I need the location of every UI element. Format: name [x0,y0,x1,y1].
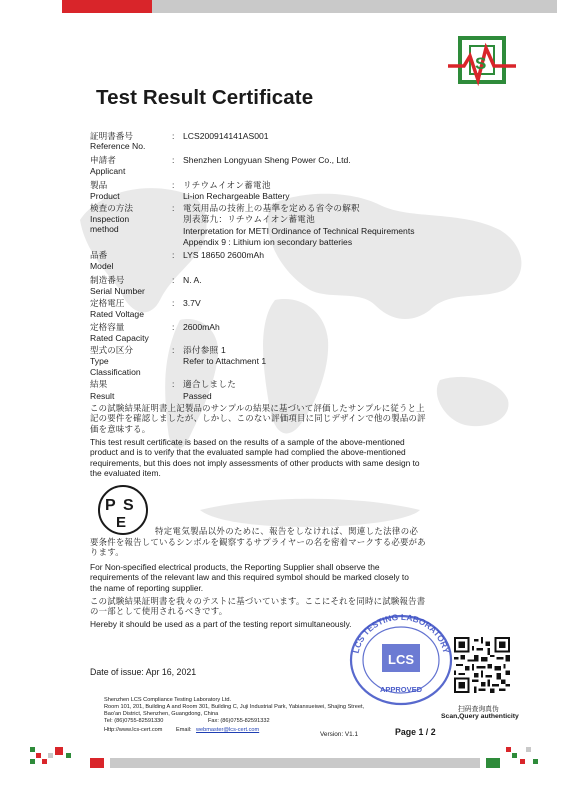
decor-square [55,747,63,755]
classification-label-en: Classification [90,367,141,377]
pse-letter-e: E [116,514,127,531]
bottom-gray-bar [110,758,480,768]
decor-square [526,747,531,752]
capacity-label-ja: 定格容量 [90,322,125,332]
decor-square [30,747,35,752]
result-value-ja: 適合しました [183,379,237,389]
issue-date: Date of issue: Apr 16, 2021 [90,667,197,677]
capacity-label-en: Rated Capacity [90,333,149,343]
qr-code-icon[interactable] [454,637,510,693]
decor-square [506,747,511,752]
product-label-en: Product [90,191,120,201]
reference-label-en: Reference No. [90,141,146,151]
stamp-arc-text: LCS TESTING LABORATORY [350,611,452,655]
top-red-bar [62,0,152,13]
footer-address-2: Bao'an District, Shenzhen, Guangdong, China [104,711,219,717]
type-label-ja: 型式の区分 [90,345,133,355]
footer-fax: Fax: (86)0755-82591332 [208,718,270,724]
qr-label-ja: 扫码查询真伪 [458,706,499,713]
pse-letter-s: S [123,497,134,514]
inspection-label-ja: 検査の方法 [90,203,133,213]
inspection-value-ja1: 電気用品の技術上の基準を定める省令の解釈 [183,203,360,213]
svg-text:S: S [475,54,487,73]
type-label-en: Type [90,356,109,366]
decor-square [520,759,525,764]
serial-label-ja: 制造番号 [90,275,125,285]
pse-text-en [90,562,490,593]
model-value: LYS 18650 2600mAh [183,250,265,260]
applicant-value: Shenzhen Longyuan Sheng Power Co., Ltd. [183,155,351,165]
decor-square [486,758,500,768]
inspection-label-en: Inspection method [90,214,130,235]
reference-colon: : [172,131,175,141]
footer-email[interactable] [196,727,259,734]
page-number: Page 1 / 2 [395,727,436,737]
result-colon: : [172,379,175,389]
decor-square [42,759,47,764]
model-label-ja: 品番 [90,250,108,260]
inspection-value-2: Appendix 9 : Lithium ion secondary batteries [183,237,353,247]
result-value: Passed [183,391,212,401]
approved-stamp-icon [342,608,460,708]
testing-text-en: Hereby it should be used as a part of the testing report simultaneously. [90,619,352,629]
serial-value: N. A. [183,275,202,285]
type-colon: : [172,345,175,355]
product-colon: : [172,180,175,190]
product-value: Li-ion Rechargeable Battery [183,191,290,201]
top-gray-bar [152,0,557,13]
decor-square [36,753,41,758]
result-label-en: Result [90,391,115,401]
decor-square [30,759,35,764]
testing-ja-line: の一部として使用されるべきです。 [90,606,228,617]
qr-label-en: Scan,Query authenticity [441,713,519,720]
inspection-value-ja2: 別表第九：リチウムイオン蓄電池 [183,214,315,224]
capacity-colon: : [172,322,175,332]
statement-ja-line: この試験結果証明書上記製品のサンプルの結果に基づいて評価したサンプルに従うと上 [90,403,425,413]
pse-en-line: requirements of the relevant law and this required symbol should be marked closely to [90,572,409,583]
footer-address-1: Room 101, 201, Building A and Room 301, Building C, Juji Industrial Park, Yabianxueiwei, Shajing Street, [104,704,365,710]
serial-colon: : [172,275,175,285]
stamp-bottom-text: APPROVED [379,685,423,694]
voltage-label-ja: 定格電圧 [90,298,125,308]
applicant-colon: : [172,155,175,165]
inspection-value: Interpretation for METI Ordinance of Technical Requirements [183,226,415,236]
statement-en-line: the evaluated item. [90,467,161,478]
decor-square [90,758,104,768]
reference-value: LCS200914141AS001 [183,131,269,141]
decor-square [66,753,71,758]
stamp-center-text: LCS [388,652,414,667]
capacity-value: 2600mAh [183,322,220,332]
decor-square [533,759,538,764]
statement-en-line: requirements, but this does not imply assessments of other products with same design to [90,457,420,468]
pse-ja-line: 要条件を報告しているシンボルを観察するサプライヤーの名を密着マークする必要があ [90,537,426,547]
statement-ja [90,403,474,434]
pse-text-ja [90,537,490,558]
footer-http[interactable]: Http://www.lcs-cert.com [104,727,163,733]
applicant-label-ja: 申請者 [90,155,116,165]
page-title: Test Result Certificate [96,86,314,109]
footer-tel: Tel: (86)0755-82591330 [104,718,164,724]
footer-email-link[interactable]: webmaster@lcs-cert.com [196,727,260,733]
statement-en [90,437,490,478]
lcs-logo-icon [448,36,516,92]
testing-ja-line: この試験結果証明書を我々のテストに基づいています。ここにそれを同時に試験報告書 [90,596,426,606]
pse-text-ja-1: 特定電気製品以外のために、報告をしなければ、関連した法律の必 [155,526,419,536]
pse-mark-icon [96,483,150,537]
product-label-ja: 製品 [90,180,108,190]
statement-ja-line: 記の要件を確認しましたが、しかし、このない評価項目に同じデザインで他の製品の評 [90,413,426,424]
type-value: Refer to Attachment 1 [183,356,267,366]
pse-letter-p: P [105,497,116,514]
statement-en-line: product and is to verify that the evaluated sample had complied the above-mentioned [90,447,406,458]
decor-square [48,753,53,758]
voltage-colon: : [172,298,175,308]
statement-en-line: This test result certificate is based on the results of a sample of the above-mentioned [90,437,405,447]
footer-email-label: Email: [176,727,192,733]
type-value-ja: 添付参照 1 [183,345,227,355]
pse-en-line: the name of reporting supplier. [90,582,204,593]
serial-label-en: Serial Number [90,286,145,296]
pse-en-line: For Non-specified electrical products, the Reporting Supplier shall observe the [90,562,380,572]
model-colon: : [172,250,175,260]
product-value-ja: リチウムイオン蓄電池 [183,180,271,190]
applicant-label-en: Applicant [90,166,126,176]
reference-label-ja: 証明書番号 [90,131,133,141]
voltage-value: 3.7V [183,298,201,308]
inspection-colon: : [172,203,175,213]
voltage-label-en: Rated Voltage [90,309,144,319]
statement-ja-line: 価を意味する。 [90,423,151,434]
model-label-en: Model [90,261,114,271]
pse-ja-line: ります。 [90,547,124,558]
version-text: Version: V1.1 [320,731,359,738]
result-label-ja: 結果 [90,379,108,389]
footer-company: Shenzhen LCS Compliance Testing Laboratory Ltd. [104,697,232,703]
decor-square [512,753,517,758]
